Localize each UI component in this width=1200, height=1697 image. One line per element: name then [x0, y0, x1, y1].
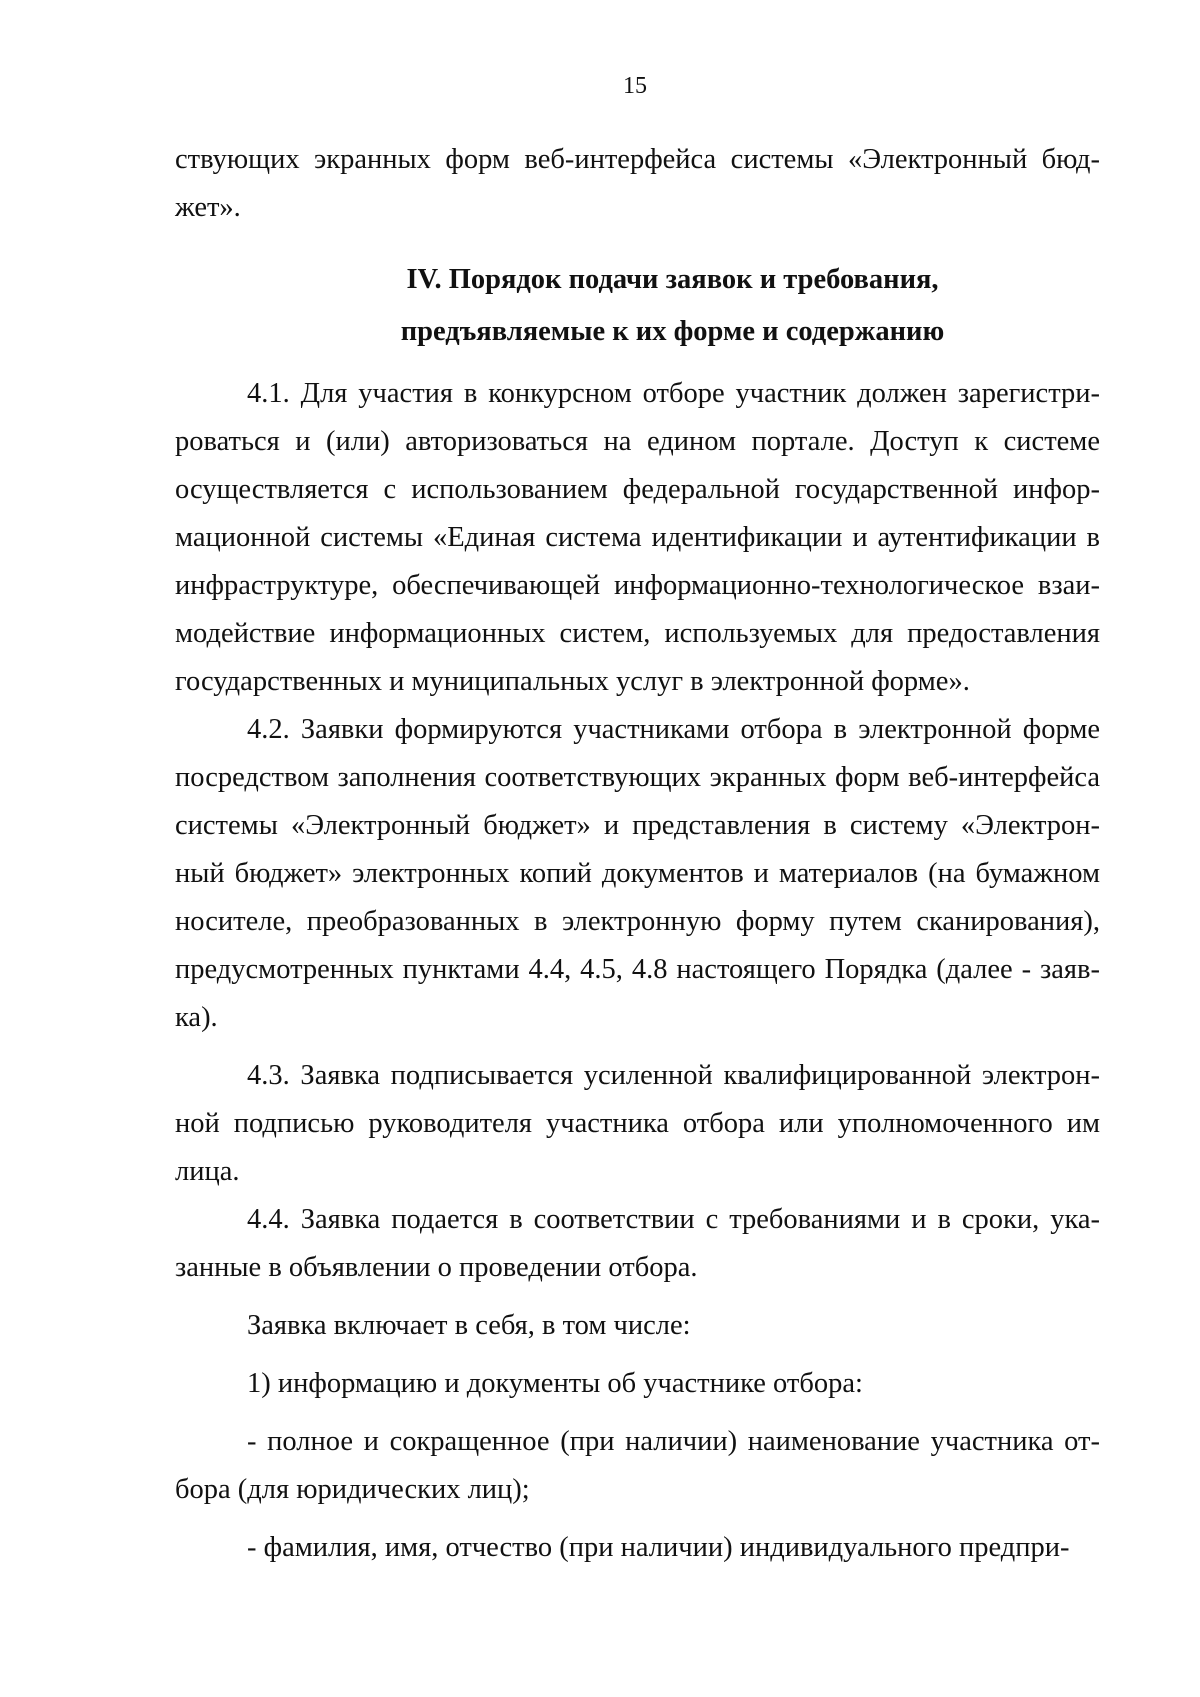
section-heading-line-1: IV. Порядок подачи заявок и требования, [406, 264, 939, 295]
section-heading [175, 254, 1100, 358]
paragraph-4-3: 4.3. Заявка подписывается усиленной квалифицированной электрон-ной подписью руководителя участника отбора или уполномоченного им лица. [175, 1060, 1100, 1187]
section-heading-line-2: предъявляемые к их форме и содержанию [400, 316, 945, 347]
list-item-entrepreneur-name: - фамилия, имя, отчество (при наличии) индивидуального предпри- [247, 1532, 1070, 1563]
document-body [175, 136, 1100, 1572]
page-number: 15 [623, 73, 647, 99]
intro-paragraph: ствующих экранных форм веб-интерфейса системы «Электронный бюд-жет». [175, 144, 1100, 223]
list-item-1: 1) информацию и документы об участнике отбора: [247, 1368, 863, 1399]
list-item-full-name: - полное и сокращенное (при наличии) наименование участника от-бора (для юридических лиц); [175, 1426, 1100, 1505]
paragraph-4-2: 4.2. Заявки формируются участниками отбора в электронной форме посредством заполнения соответствующих экранных форм веб-интерфейса системы «Электронный бюджет» и представления в систему «Электрон-ный бюджет» электронных копий документов и материалов (на бумажном носителе, преобразованных в электронную форму путем сканирования), предусмотренных пунктами 4.4, 4.5, 4.8 настоящего Порядка (далее - заяв-ка). [175, 714, 1100, 1033]
paragraph-4-1: 4.1. Для участия в конкурсном отборе участник должен зарегистри-роваться и (или) авторизоваться на едином портале. Доступ к системе осуществляется с использованием федеральной государственной инфор-мационной системы «Единая система идентификации и аутентификации в инфраструктуре, обеспечивающей информационно-технологическое взаи-модействие информационных систем, используемых для предоставления государственных и муниципальных услуг в электронной форме». [175, 378, 1100, 697]
paragraph-4-4: 4.4. Заявка подается в соответствии с требованиями и в сроки, ука-занные в объявлении о проведении отбора. [175, 1204, 1100, 1283]
paragraph-application-contents: Заявка включает в себя, в том числе: [247, 1310, 691, 1341]
